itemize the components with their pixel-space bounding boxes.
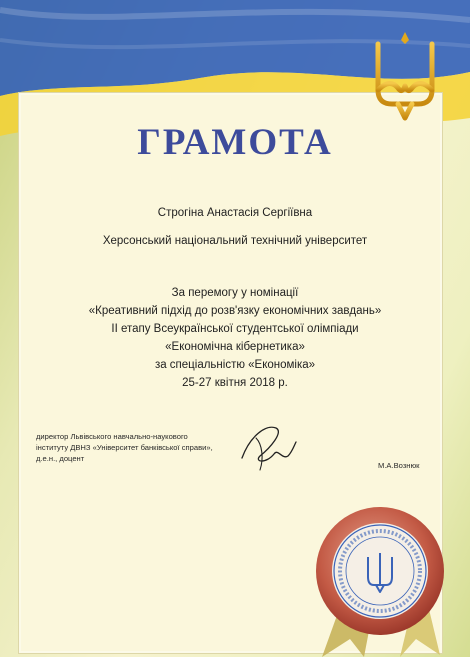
signatory-line: інституту ДВНЗ «Університет банківської справи», [36, 443, 213, 452]
award-line: за спеціальністю «Економіка» [154, 359, 316, 371]
trident-icon [368, 30, 442, 122]
award-line: ІІ етапу Всеукраїнської студентської олімпіади [111, 323, 359, 335]
signatory-line: д.е.н., доцент [36, 454, 85, 463]
signatory-line: директор Львівського навчально-наукового [36, 432, 188, 441]
signatory-title [36, 431, 213, 464]
round-stamp [300, 497, 460, 657]
recipient-name: Строгіна Анастасія Сергіївна [157, 207, 313, 219]
award-line: «Креативний підхід до розв'язку економічних завдань» [88, 305, 382, 317]
award-date: 25-27 квітня 2018 р. [182, 377, 288, 389]
handwritten-signature [236, 418, 298, 474]
institution-name: Херсонський національний технічний університет [102, 235, 368, 247]
award-line: За перемогу у номінації [171, 287, 299, 299]
award-line: «Економічна кібернетика» [165, 341, 305, 353]
signatory-name: М.А.Вознюк [378, 461, 420, 470]
certificate-title: ГРАМОТА [137, 122, 333, 163]
